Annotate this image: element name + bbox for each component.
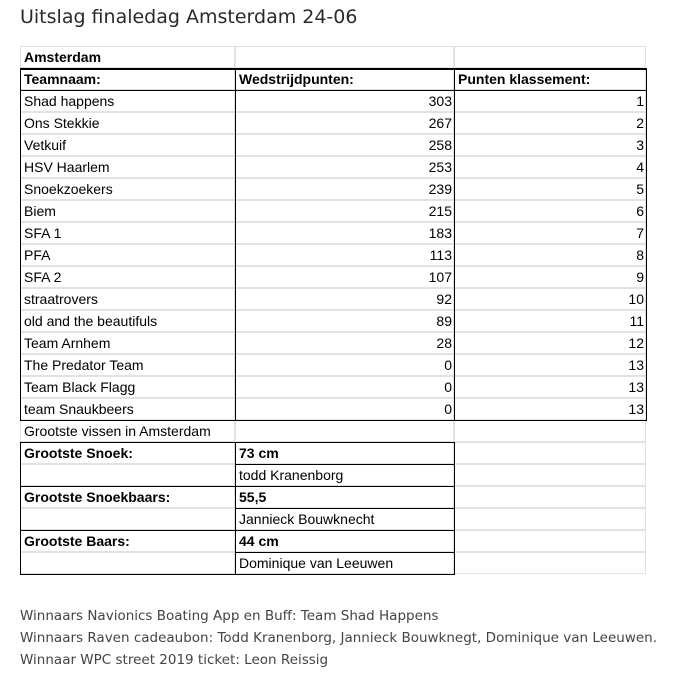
team-name: Team Arnhem — [20, 332, 235, 354]
table-border — [20, 90, 647, 91]
footer-line-wpc: Winnaar WPC street 2019 ticket: Leon Reissig — [20, 652, 329, 668]
team-rank: 7 — [454, 222, 646, 244]
table-border — [235, 508, 454, 509]
team-rank: 13 — [454, 376, 646, 398]
team-rank: 9 — [454, 266, 646, 288]
team-points: 267 — [235, 112, 454, 134]
fish-category-label: Grootste Snoekbaars: — [20, 486, 235, 508]
empty-cell — [235, 420, 454, 442]
empty-cell — [454, 508, 646, 530]
empty-cell — [20, 552, 235, 574]
winners-footer — [20, 605, 657, 671]
table-border — [454, 68, 455, 420]
table-border — [20, 574, 455, 575]
team-rank: 6 — [454, 200, 646, 222]
team-points: 89 — [235, 310, 454, 332]
empty-cell — [454, 464, 646, 486]
empty-cell — [454, 530, 646, 552]
team-name: SFA 1 — [20, 222, 235, 244]
table-border — [20, 486, 454, 487]
table-border — [20, 68, 647, 70]
team-name: Shad happens — [20, 90, 235, 112]
team-rank: 3 — [454, 134, 646, 156]
header-rank: Punten klassement: — [454, 68, 646, 90]
team-points: 0 — [235, 354, 454, 376]
page-title: Uitslag finaledag Amsterdam 24-06 — [20, 6, 358, 28]
fish-angler-name: todd Kranenborg — [235, 464, 454, 486]
empty-cell — [20, 464, 235, 486]
team-points: 253 — [235, 156, 454, 178]
fish-size-value: 55,5 — [235, 486, 454, 508]
team-points: 92 — [235, 288, 454, 310]
table-border — [20, 442, 455, 443]
fish-category-label: Grootste Baars: — [20, 530, 235, 552]
team-rank: 4 — [454, 156, 646, 178]
table-border — [20, 420, 647, 421]
fish-category-label: Grootste Snoek: — [20, 442, 235, 464]
footer-line-raven: Winnaars Raven cadeaubon: Todd Kranenborg, Jannieck Bouwknegt, Dominique van Leeuwen. — [20, 630, 658, 646]
empty-cell — [20, 508, 235, 530]
table-border — [20, 530, 454, 531]
team-points: 107 — [235, 266, 454, 288]
header-points: Wedstrijdpunten: — [235, 68, 454, 90]
team-name: Team Black Flagg — [20, 376, 235, 398]
team-rank: 1 — [454, 90, 646, 112]
empty-cell — [454, 46, 646, 68]
results-table — [20, 46, 646, 582]
empty-cell — [235, 46, 454, 68]
team-name: old and the beautifuls — [20, 310, 235, 332]
team-points: 303 — [235, 90, 454, 112]
table-border — [454, 442, 455, 575]
team-name: team Snaukbeers — [20, 398, 235, 420]
team-name: The Predator Team — [20, 354, 235, 376]
fish-size-value: 73 cm — [235, 442, 454, 464]
table-border — [20, 442, 21, 574]
table-border — [235, 464, 454, 465]
empty-cell — [454, 552, 646, 574]
team-name: PFA — [20, 244, 235, 266]
table-border — [20, 68, 21, 420]
team-rank: 10 — [454, 288, 646, 310]
empty-cell — [454, 420, 646, 442]
team-rank: 11 — [454, 310, 646, 332]
team-rank: 5 — [454, 178, 646, 200]
fish-angler-name: Dominique van Leeuwen — [235, 552, 454, 574]
table-border — [235, 552, 454, 553]
team-name: Snoekzoekers — [20, 178, 235, 200]
team-rank: 13 — [454, 398, 646, 420]
team-rank: 8 — [454, 244, 646, 266]
team-points: 113 — [235, 244, 454, 266]
team-points: 258 — [235, 134, 454, 156]
team-points: 28 — [235, 332, 454, 354]
team-rank: 12 — [454, 332, 646, 354]
team-points: 0 — [235, 376, 454, 398]
header-team: Teamnaam: — [20, 68, 235, 90]
team-name: straatrovers — [20, 288, 235, 310]
table-border — [646, 68, 647, 421]
empty-cell — [454, 442, 646, 464]
fish-angler-name: Jannieck Bouwknecht — [235, 508, 454, 530]
footer-line-navionics: Winnaars Navionics Boating App en Buff: Team Shad Happens — [20, 608, 439, 624]
team-rank: 2 — [454, 112, 646, 134]
empty-cell — [454, 486, 646, 508]
team-rank: 13 — [454, 354, 646, 376]
location-label: Amsterdam — [20, 46, 235, 68]
team-name: Biem — [20, 200, 235, 222]
team-name: SFA 2 — [20, 266, 235, 288]
team-points: 215 — [235, 200, 454, 222]
biggest-fish-heading: Grootste vissen in Amsterdam — [20, 420, 235, 442]
team-points: 183 — [235, 222, 454, 244]
team-name: Ons Stekkie — [20, 112, 235, 134]
team-points: 0 — [235, 398, 454, 420]
team-points: 239 — [235, 178, 454, 200]
table-border — [235, 68, 236, 420]
team-name: HSV Haarlem — [20, 156, 235, 178]
fish-size-value: 44 cm — [235, 530, 454, 552]
team-name: Vetkuif — [20, 134, 235, 156]
